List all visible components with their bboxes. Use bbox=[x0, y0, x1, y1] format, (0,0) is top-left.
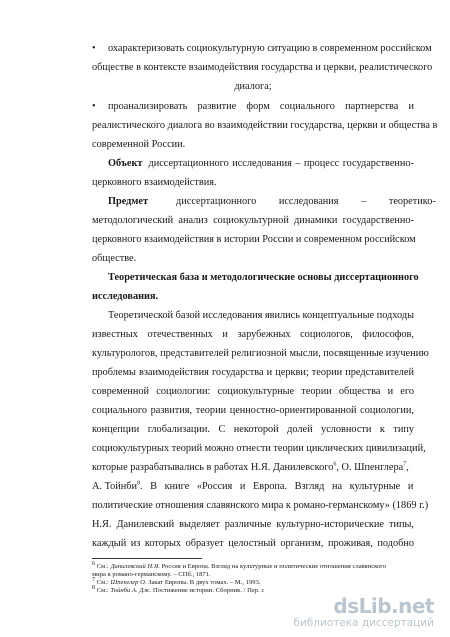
section-heading-line-1: Теоретическая база и методологические основы диссертационного bbox=[108, 272, 419, 283]
bullet-1-line-2: обществе в контексте взаимодействия государства и церкви, реалистического bbox=[92, 62, 433, 73]
body-line-6: социального развития, теории ценностно-ориентированной социологии, bbox=[92, 405, 414, 416]
watermark bbox=[293, 595, 434, 629]
bullet-marker: • bbox=[92, 101, 96, 112]
subject-para-line-3: церковного взаимодействия в истории России и современном российском bbox=[92, 234, 416, 245]
footnote-8: $^8$ См.: Тойнби А. Дж. Постижение истории. Сборник. / Пер. с bbox=[92, 584, 265, 594]
bullet-1-line-3: диалога; bbox=[234, 81, 272, 92]
body-line-11: политические отношения славянского мира к романо-германскому» (1869 г.) bbox=[92, 500, 429, 511]
body-line-2: известных отечественных и зарубежных социологов, философов, bbox=[92, 329, 414, 340]
body-line-7: концепции глобализации. С некоторой долей условности к типу bbox=[92, 424, 414, 435]
footnote-separator bbox=[92, 558, 202, 559]
footnote-ref-7[interactable]: 7 bbox=[403, 461, 407, 468]
footnote-6-line-2: мира к романо-германскому. – СПб., 1871. bbox=[92, 571, 211, 578]
bullet-2-line-3: современной России. bbox=[92, 139, 186, 150]
watermark-logo: dsLib.net bbox=[333, 594, 434, 618]
footnote-ref-8[interactable]: 8 bbox=[137, 480, 141, 487]
body-line-13: каждый из которых образует целостный организм, проживая, подобно bbox=[92, 538, 414, 549]
subject-label: Предмет bbox=[108, 196, 149, 207]
body-line-1: Теоретической базой исследования явились концептуальные подходы bbox=[108, 310, 415, 321]
bullet-2-line-1: проанализировать развитие форм социального партнерства и bbox=[108, 101, 414, 112]
object-para-line-1 bbox=[108, 157, 414, 171]
body-line-9: которые разрабатывались в работах Н.Я. Данилевского$^6$, О. Шпенглера$^7$, bbox=[92, 461, 409, 473]
body-line-3: культурологов, представителей религиозной мысли, посвященные изучению bbox=[92, 348, 429, 359]
footnote-ref-6[interactable]: 6 bbox=[333, 461, 337, 468]
body-line-4: проблемы взаимодействия государства и церкви; теории представителей bbox=[92, 367, 414, 378]
subject-para-line-2: методологический анализ социокультурной динамики государственно- bbox=[92, 215, 414, 226]
object-text: диссертационного исследования – процесс государственно- bbox=[148, 158, 414, 169]
object-label: Объект bbox=[108, 158, 143, 169]
bullet-marker: • bbox=[92, 43, 96, 54]
section-heading-line-2: исследования. bbox=[92, 291, 159, 302]
body-line-12: Н.Я. Данилевский выделяет различные культурно-исторические типы, bbox=[92, 519, 414, 530]
subject-para-line-1 bbox=[108, 195, 436, 209]
footnote-7: $^7$ См.: Шпенглер О. Закат Европы. В двух томах. – М., 1993. bbox=[92, 576, 261, 586]
bullet-2-line-2: реалистического диалога во взаимодействии государства, церкви и общества в bbox=[92, 120, 438, 131]
subject-para-line-4: обществе. bbox=[92, 253, 137, 264]
watermark-subtitle: библиотека диссертаций bbox=[293, 617, 434, 629]
body-line-10: А. Тойнби$^8$. В книге «Россия и Европа. Взгляд на культурные и bbox=[92, 480, 414, 492]
bullet-1-line-1: охарактеризовать социокультурную ситуацию в современном российском bbox=[108, 43, 432, 54]
footnote-6: $^6$ См.: Данилевский Н.Я. Россия и Европа. Взгляд на культурные и политические отношения славянского bbox=[92, 560, 387, 570]
object-para-line-2: церковного взаимодействия. bbox=[92, 177, 217, 188]
body-line-5: современной социологии: социокультурные теории общества и его bbox=[92, 386, 414, 397]
subject-text: диссертационного исследования – теоретико- bbox=[176, 196, 436, 207]
body-line-8: социокультурных теорий можно отнести теории циклических цивилизаций, bbox=[92, 443, 426, 454]
